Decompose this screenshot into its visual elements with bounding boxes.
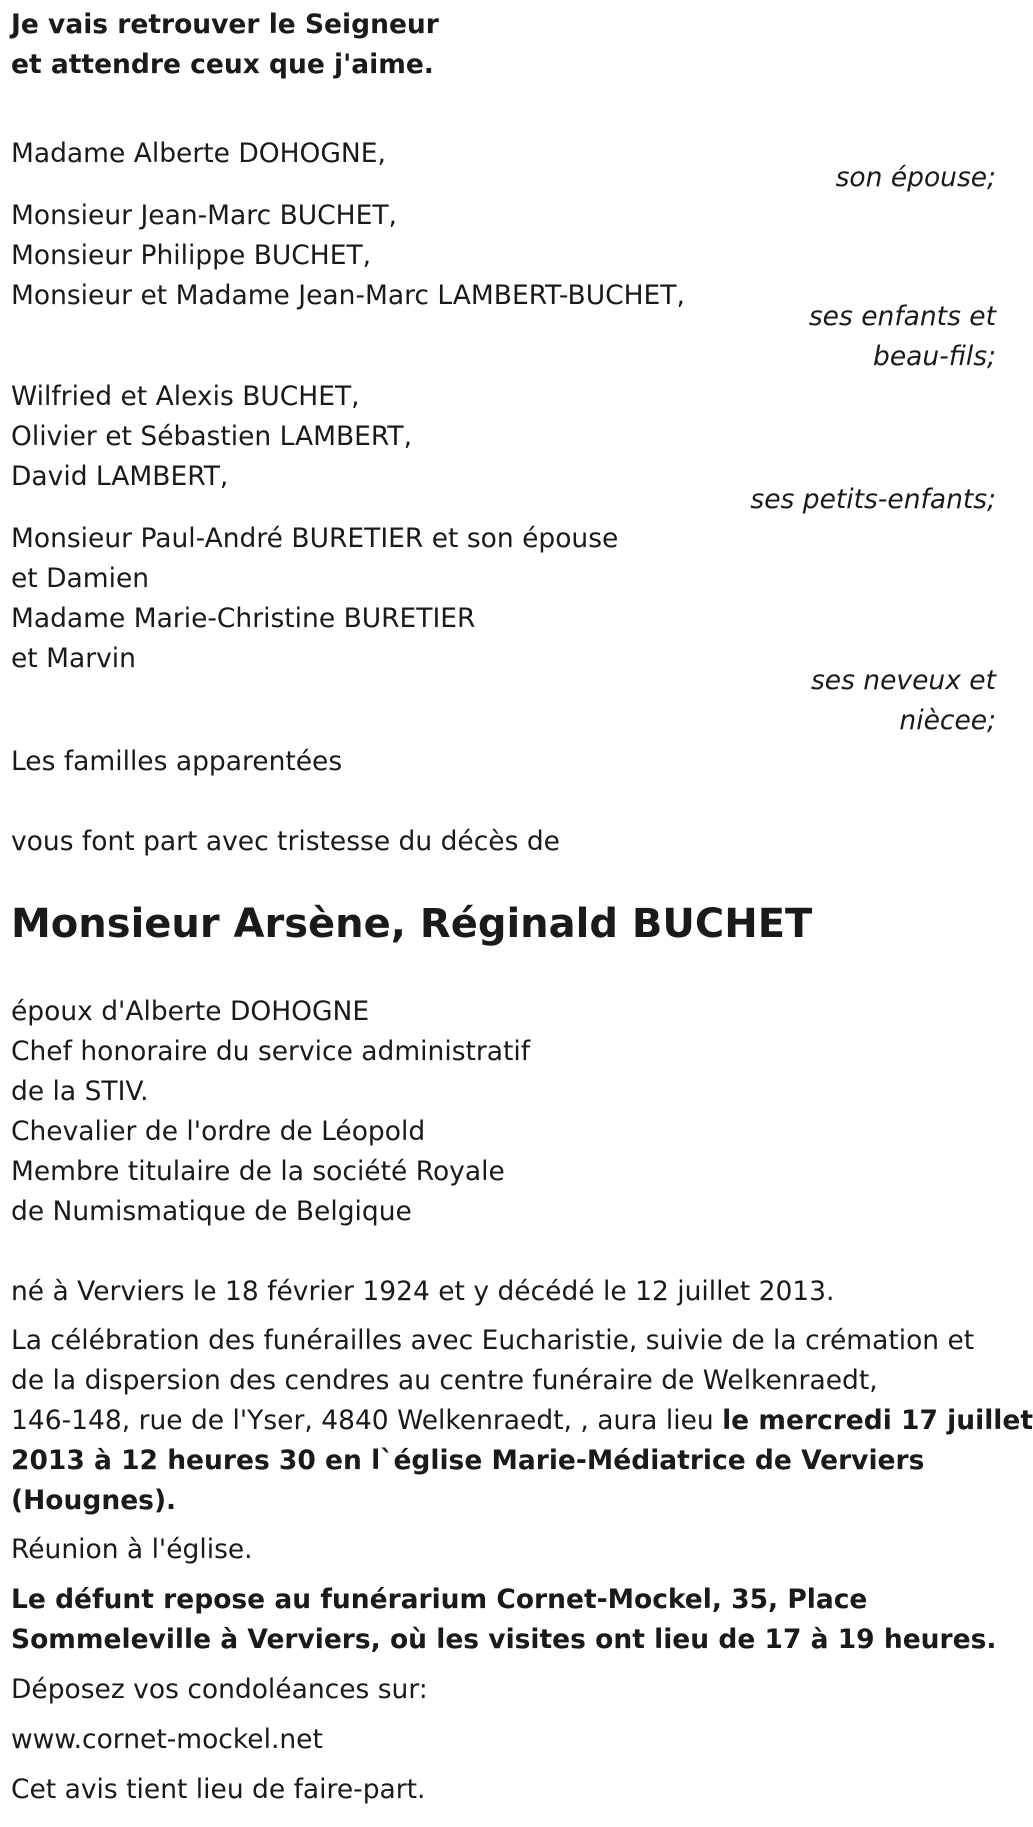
nephews-relation: nièceе; [899,705,996,736]
ceremony-line: 2013 à 12 heures 30 en l`église Marie-Médiatrice de Verviers [11,1445,925,1476]
nephew-name: et Damien [11,563,150,594]
spouse-relation: son épouse; [835,162,996,193]
ceremony-line: La célébration des funérailles avec Eucharistie, suivie de la crémation et [11,1325,975,1356]
deceased-title: Membre titulaire de la société Royale [11,1156,505,1187]
birth-death: né à Verviers le 18 février 1924 et y décédé le 12 juillet 2013. [11,1276,835,1307]
child-name: Monsieur et Madame Jean-Marc LAMBERT-BUCHET, [11,280,685,311]
deceased-title: de la STIV. [11,1076,149,1107]
announcement: vous font part avec tristesse du décès de [11,826,560,857]
meeting-note: Réunion à l'église. [11,1534,253,1565]
grandchild-name: Olivier et Sébastien LAMBERT, [11,421,413,452]
ceremony-line [11,1401,1033,1441]
closing-note: Cet avis tient lieu de faire-part. [11,1774,426,1805]
nephew-name: Monsieur Paul-André BURETIER et son épouse [11,523,619,554]
child-name: Monsieur Philippe BUCHET, [11,240,372,271]
deceased-name: Monsieur Arsène, Réginald BUCHET [11,901,813,947]
nephews-relation: ses neveux et [810,665,996,696]
condolences-url[interactable]: www.cornet-mockel.net [11,1724,323,1755]
ceremony-line: de la dispersion des cendres au centre funéraire de Welkenraedt, [11,1365,878,1396]
condolences-label: Déposez vos condoléances sur: [11,1674,428,1705]
deceased-title: de Numismatique de Belgique [11,1196,412,1227]
deceased-title: Chef honoraire du service administratif [11,1036,531,1067]
deceased-title: Chevalier de l'ordre de Léopold [11,1116,426,1147]
children-relation: ses enfants et [808,301,996,332]
nephew-name: Madame Marie-Christine BURETIER [11,603,476,634]
child-name: Monsieur Jean-Marc BUCHET, [11,200,397,231]
funerarium-line: Le défunt repose au funérarium Cornet-Mockel, 35, Place [11,1584,868,1615]
children-relation: beau-fils; [873,341,996,372]
grandchild-name: David LAMBERT, [11,461,229,492]
spouse-name: Madame Alberte DOHOGNE, [11,138,386,169]
nephew-name: et Marvin [11,643,136,674]
funerarium-line: Sommeleville à Verviers, où les visites ont lieu de 17 à 19 heures. [11,1624,997,1655]
ceremony-line: (Hougnes). [11,1485,177,1516]
ceremony-date: le mercredi 17 juillet [722,1405,1033,1436]
grandchildren-relation: ses petits-enfants; [750,484,996,515]
other-families: Les familles apparentées [11,746,343,777]
grandchild-name: Wilfried et Alexis BUCHET, [11,381,360,412]
deceased-title: époux d'Alberte DOHOGNE [11,996,370,1027]
verse-line-2: et attendre ceux que j'aime. [11,49,434,80]
ceremony-address: 146-148, rue de l'Yser, 4840 Welkenraedt, , aura lieu [11,1405,723,1436]
verse-line-1: Je vais retrouver le Seigneur [11,9,439,40]
